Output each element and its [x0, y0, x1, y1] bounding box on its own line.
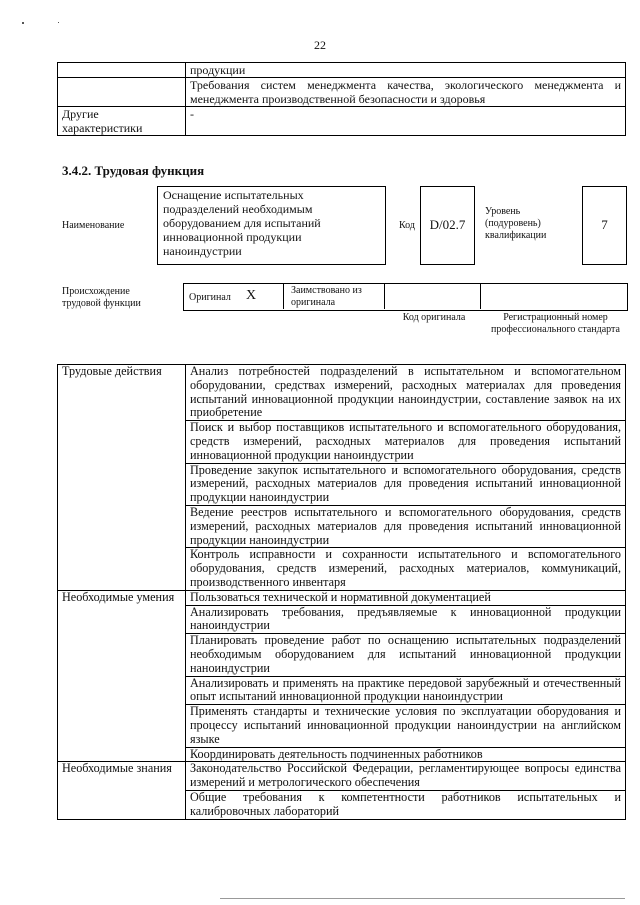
- table-row: [58, 78, 626, 107]
- section-title: 3.4.2. Трудовая функция: [62, 163, 205, 178]
- table-row: [58, 63, 626, 78]
- code-box: [420, 186, 475, 265]
- row-text: продукции: [186, 63, 626, 78]
- table-cell: Применять стандарты и технические условия по эксплуатации оборудования и процессу испытаний инновационной продукции наноиндустрии на английском языке: [186, 705, 626, 747]
- bottom-rule: [220, 898, 625, 899]
- name-label: Наименование: [62, 220, 125, 231]
- table-row: [58, 365, 626, 421]
- table-cell: Анализировать требования, предъявляемые к инновационной продукции наноиндустрии: [186, 605, 626, 634]
- code-original-caption: Код оригинала: [402, 312, 466, 323]
- original-mark: X: [246, 288, 257, 303]
- level-box: [582, 186, 627, 265]
- row-text: -: [186, 107, 626, 136]
- page-number: 22: [314, 38, 326, 52]
- row-label: [58, 78, 186, 107]
- scan-speck: [22, 22, 24, 24]
- code-value: D/02.7: [429, 217, 466, 232]
- scan-speck: [58, 22, 59, 23]
- table-cell: Пользоваться технической и нормативной документацией: [186, 590, 626, 605]
- original-label: Оригинал: [189, 292, 231, 303]
- level-label: Уровень (подуровень) квалификации: [485, 206, 547, 241]
- row-label: [58, 63, 186, 78]
- table-cell: Общие требования к компетентности работников испытательных и калибровочных лабораторий: [186, 790, 626, 819]
- name-box: [157, 186, 386, 265]
- level-value: 7: [601, 217, 608, 232]
- table-cell: Координировать деятельность подчиненных работников: [186, 747, 626, 762]
- table-cell: Проведение закупок испытательного и вспомогательного оборудования, средств измерений, расходных материалов для проведения испытаний инновационной продукции наноиндустрии: [186, 463, 626, 505]
- top-table: [57, 62, 626, 136]
- origin-divider: [384, 283, 385, 309]
- origin-divider: [283, 283, 284, 309]
- main-table: [57, 364, 626, 820]
- table-cell: Анализировать и применять на практике передовой зарубежный и отечественный опыт испытаний инновационной продукции наноиндустрии: [186, 676, 626, 705]
- code-label: Код: [399, 220, 415, 231]
- origin-label: Происхождение трудовой функции: [62, 286, 141, 309]
- origin-divider: [480, 283, 481, 309]
- table-row: [58, 107, 626, 136]
- table-cell: Контроль исправности и сохранности испытательного и вспомогательного оборудования, средств измерений, расходных материалов, коммуникаций, производственного инвентаря: [186, 548, 626, 590]
- table-row: [58, 590, 626, 605]
- borrowed-label: Заимствовано из оригинала: [291, 285, 362, 308]
- table-cell: Поиск и выбор поставщиков испытательного и вспомогательного оборудования, средств измерений, расходных материалов для проведения испытаний инновационной продукции наноиндустрии: [186, 421, 626, 463]
- group-label: Необходимые умения: [58, 590, 186, 762]
- name-value: Оснащение испытательных подразделений необходимым оборудованием для испытаний инновационной продукции наноиндустрии: [163, 188, 321, 258]
- group-label: Трудовые действия: [58, 365, 186, 591]
- table-cell: Анализ потребностей подразделений в испытательном и вспомогательном оборудовании, средствах измерений, расходных материалах для проведения испытаний инновационной продукции наноиндустрии, составление заявок на их приобретение: [186, 365, 626, 421]
- row-text: Требования систем менеджмента качества, экологического менеджмента и менеджмента производственной безопасности и здоровья: [186, 78, 626, 107]
- table-cell: Законодательство Российской Федерации, регламентирующее вопросы единства измерений и метрологического обеспечения: [186, 762, 626, 791]
- group-label: Необходимые знания: [58, 762, 186, 819]
- table-cell: Ведение реестров испытательного и вспомогательного оборудования, средств измерений, расходных материалов для проведения испытаний инновационной продукции наноиндустрии: [186, 505, 626, 547]
- reg-number-caption: Регистрационный номер профессионального стандарта: [491, 312, 620, 335]
- table-row: [58, 762, 626, 791]
- table-cell: Планировать проведение работ по оснащению испытательных подразделений необходимым оборудованием для испытаний инновационной продукции наноиндустрии: [186, 634, 626, 676]
- row-label: Другие характеристики: [58, 107, 186, 136]
